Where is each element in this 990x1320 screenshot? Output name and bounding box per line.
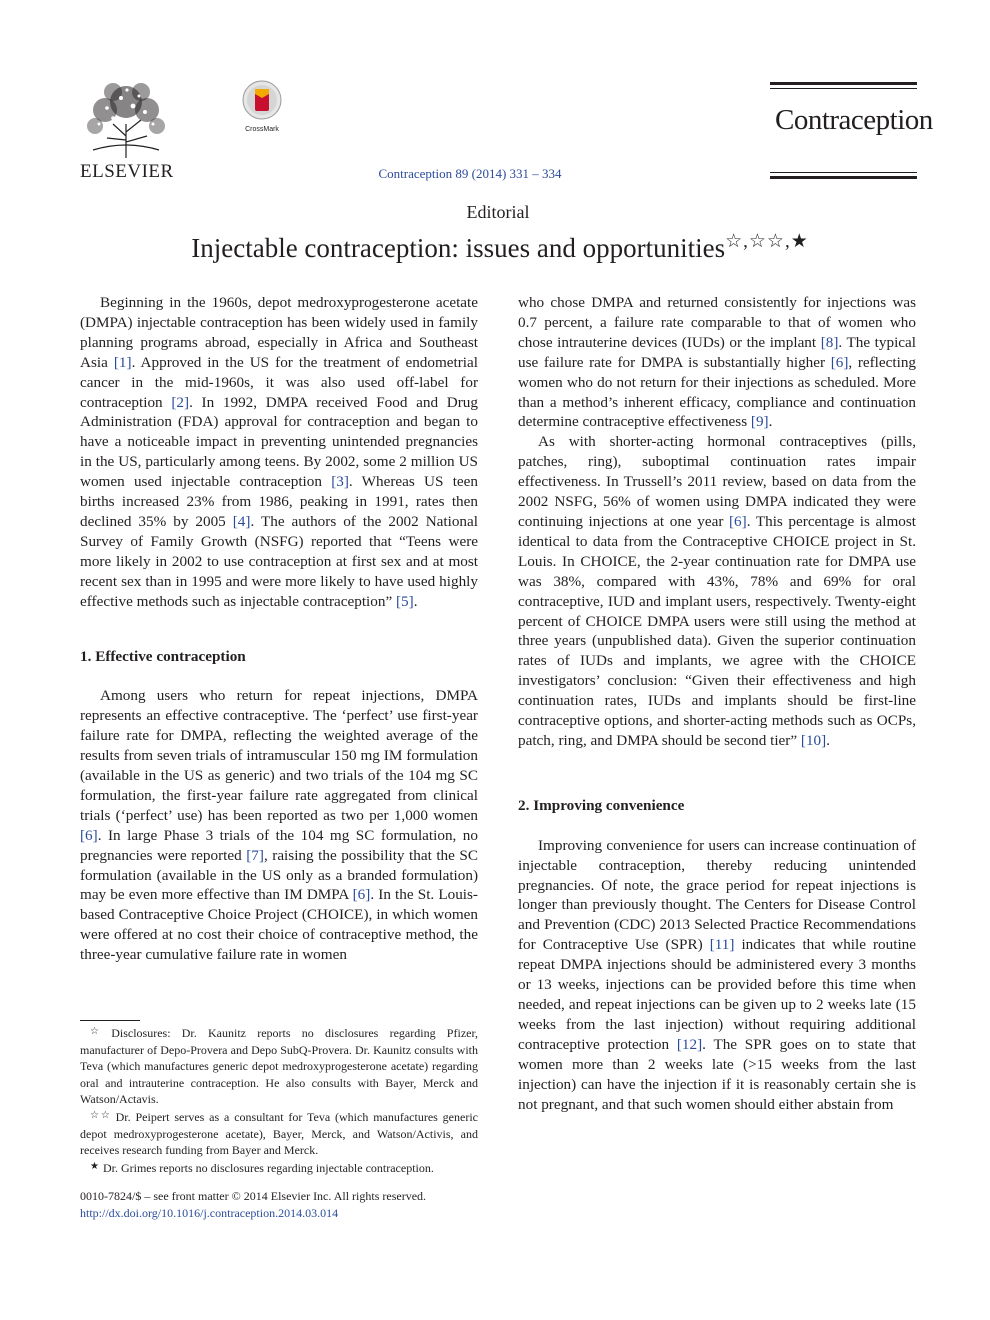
ref-link[interactable]: [7] — [246, 846, 264, 864]
crossmark-badge[interactable] — [238, 80, 286, 133]
article-title-text: Injectable contraception: issues and opportunities — [191, 233, 726, 263]
article-title — [100, 230, 900, 264]
footnote-mark: ★ — [90, 1160, 99, 1172]
title-footnote-marks[interactable]: ☆,☆☆,★ — [725, 231, 809, 252]
front-matter — [80, 1188, 500, 1221]
left-column — [80, 293, 478, 965]
ref-link[interactable]: [12] — [676, 1035, 703, 1053]
footnote: ☆☆ Dr. Peipert serves as a consultant for Teva (which manufactures generic depot medroxyprogesterone acetate), Bayer, Merck, and Watson/Activis, and receives research funding from Bayer and Merck. — [80, 1109, 478, 1158]
section1-paragraph: Among users who return for repeat injections, DMPA represents an effective contraceptive. The ‘perfect’ use first-year failure rate for DMPA, reflecting the weighted average of the results from seven trials of intramuscular 150 mg IM formulation (available in the US as generic) and two trials of the 104 mg SC formulation, the first-year failure rate aggregated from clinical trials (‘perfect’ use) has been reported as two per 1,000 women [6]. In large Phase 3 trials of the 104 mg SC formulation, no pregnancies were reported [7], raising the possibility that the SC formulation (available in the US only as a branded formulation) may be even more effective than IM DMPA [6]. In the St. Louis-based Contraceptive Choice Project (CHOICE), in which women were offered at no cost their choice of contraceptive method, the three-year cumulative failure rate in women — [80, 687, 478, 964]
ref-link[interactable]: [2] — [171, 393, 190, 411]
header-rule-top — [770, 82, 917, 85]
ref-link[interactable]: [3] — [331, 473, 349, 491]
section-heading: 1. Effective contraception — [80, 647, 246, 665]
elsevier-logo — [80, 80, 172, 180]
ref-link[interactable]: [6] — [352, 886, 371, 904]
elsevier-tree-icon — [83, 80, 169, 158]
footnote: ☆ Disclosures: Dr. Kaunitz reports no disclosures regarding Pfizer, manufacturer of Depo-Provera and Depo SubQ-Provera. Dr. Kaunitz consults with Teva (which manufactures generic depot medroxyprogesterone acetate) regarding oral and intrauterine contraception. He also consults with Bayer, Merck and Watson/Actavis. — [80, 1026, 478, 1107]
crossmark-label: CrossMark — [245, 126, 279, 133]
publisher-name: ELSEVIER — [80, 161, 174, 182]
section2-paragraph: Improving convenience for users can increase continuation of injectable contraception, thereby reducing unintended pregnancies. Of note, the grace period for repeat injections is longer than previously thought. The Centers for Disease Control and Prevention (CDC) 2013 Selected Practice Recommendations for Contraceptive Use (SPR) [11] indicates that while routine repeat DMPA injections should be administered every 3 months or 13 weeks, injections can be provided before this time when needed, and repeat injections can be given up to 2 weeks late (15 weeks from the last injection) without requiring additional contraceptive protection [12]. The SPR goes on to state that women more than 2 weeks late (>15 weeks from the last injection) can have the injection if it is reasonably certain she is not pregnant, and that such women should either abstain from — [518, 836, 917, 1113]
header-rule-bottom — [770, 176, 917, 179]
journal-citation-link[interactable]: Contraception 89 (2014) 331 – 334 — [378, 166, 562, 181]
footnotes — [80, 1024, 478, 1176]
header-rule-bottom-thin — [770, 172, 917, 173]
right-column — [518, 293, 916, 1114]
continuation-paragraph: As with shorter-acting hormonal contraceptives (pills, patches, ring), suboptimal continuation rates impair effectiveness. In Trussell’s 2011 review, based on data from the 2002 NSFG, 56% of women using DMPA indicated they were continuing injections at one year [6]. This percentage is almost identical to data from the Contraceptive CHOICE project in St. Louis. In CHOICE, the 2-year continuation rate for DMPA use was 38%, compared with 43%, 78% and 69% for oral contraceptive, IUD and implant users, respectively. Twenty-eight percent of CHOICE DMPA users were still using the method at three years (unpublished data). Given the superior continuation rates of IUDs and implants, we agree with the CHOICE investigators’ conclusion: “Given their effectiveness and high continuation rates, IUDs and implants should be first-line contraceptive options, and shorter-acting methods such as OCPs, patch, ring, and DMPA should be second tier” [10]. — [518, 433, 916, 749]
ref-link[interactable]: [1] — [113, 353, 132, 371]
ref-link[interactable]: [8] — [820, 333, 839, 351]
doi-link[interactable]: http://dx.doi.org/10.1016/j.contraception.2014.03.014 — [80, 1205, 339, 1220]
ref-link[interactable]: [4] — [232, 512, 251, 530]
journal-title: Contraception — [775, 104, 933, 136]
footnote-mark: ☆☆ — [90, 1109, 112, 1121]
section-heading: 2. Improving convenience — [518, 796, 685, 814]
ref-link[interactable]: [11] — [709, 936, 735, 954]
footnote-divider — [80, 1020, 140, 1021]
intro-paragraph: Beginning in the 1960s, depot medroxyprogesterone acetate (DMPA) injectable contraception has been widely used in family planning programs abroad, especially in Africa and Southeast Asia [1]. Approved in the US for the treatment of endometrial cancer in the mid-1960s, it was also used off-label for contraception [2]. In 1992, DMPA received Food and Drug Administration (FDA) approval for contraception and began to have a noticeable impact in preventing unintended pregnancies in the US, particularly among teens. By 2002, some 2 million US women used injectable contraception [3]. Whereas US teen births increased 23% from 1986, peaking in 1991, rates then declined 35% by 2005 [4]. The authors of the 2002 National Survey of Family Growth (NSFG) reported that “Teens were more likely in 2002 to use contraception at first sex and at most recent sex than in 1995 and were more likely to have used highly effective methods such as injectable contraception” [5]. — [80, 294, 478, 610]
ref-link[interactable]: [10] — [800, 731, 827, 749]
copyright-line: 0010-7824/$ – see front matter © 2014 Elsevier Inc. All rights reserved. — [80, 1189, 427, 1203]
ref-link[interactable]: [5] — [396, 592, 414, 610]
footnote-mark: ☆ — [90, 1026, 108, 1037]
ref-link[interactable]: [6] — [80, 826, 98, 844]
ref-link[interactable]: [6] — [830, 353, 849, 371]
ref-link[interactable]: [6] — [729, 512, 747, 530]
header-rule-top-thin — [770, 88, 917, 89]
ref-link[interactable]: [9] — [750, 413, 769, 431]
footnote: ★ Dr. Grimes reports no disclosures regarding injectable contraception. — [90, 1160, 434, 1175]
article-type: Editorial — [466, 202, 530, 222]
crossmark-icon — [242, 80, 282, 120]
continued-paragraph: who chose DMPA and returned consistently for injections was 0.7 percent, a failure rate comparable to that of women who chose intrauterine devices (IUDs) or the implant [8]. The typical use failure rate for DMPA is substantially higher [6], reflecting women who do not return for their injections as scheduled. More than a method’s inherent efficacy, compliance and continuation determine contraceptive effectiveness [9]. — [518, 294, 917, 431]
